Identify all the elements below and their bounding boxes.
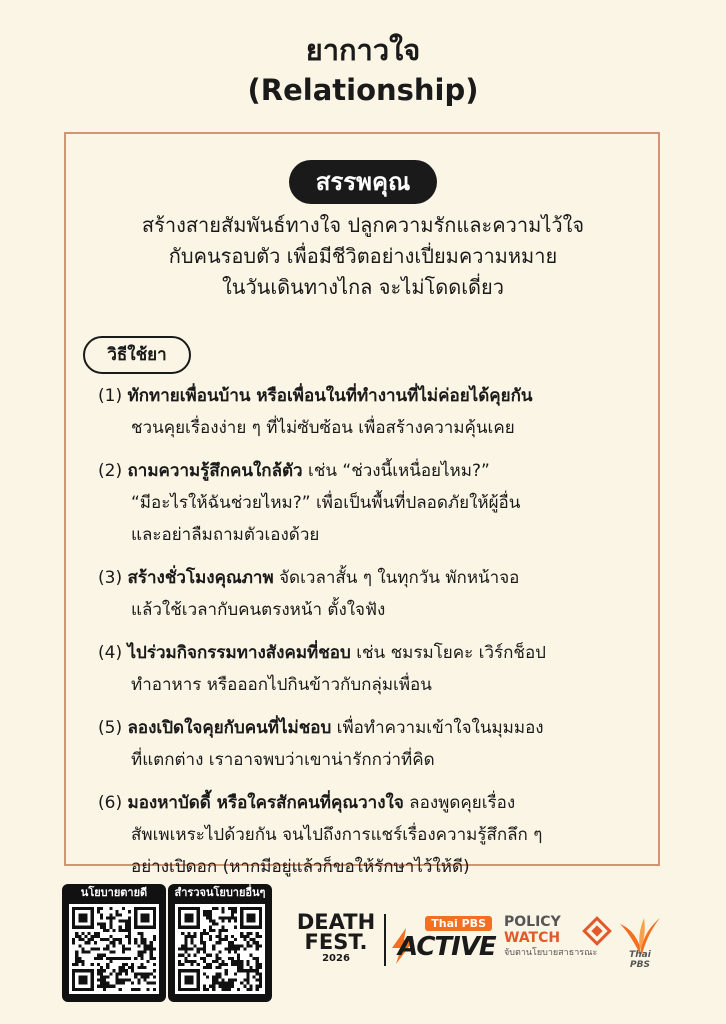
step-number: (4) xyxy=(98,643,123,663)
step-line: ที่แตกต่าง เราอาจพบว่าเขาน่ารักกว่าที่คิด xyxy=(131,750,435,770)
step-line: อย่างเปิดอก (หากมีอยู่แล้วก็ขอให้รักษาไว้ให้ดี) xyxy=(131,857,470,877)
diamond-icon xyxy=(582,916,612,946)
policy-watch-logo xyxy=(504,914,614,970)
step-heading: มองหาบัดดี้ หรือใครสักคนที่คุณวางใจ xyxy=(127,793,404,813)
step-heading: ถามความรู้สึกคนใกล้ตัว xyxy=(127,461,303,481)
step-heading: ไปร่วมกิจกรรมทางสังคมที่ชอบ xyxy=(127,643,351,663)
steps-list xyxy=(98,380,654,894)
step-line: ทำอาหาร หรือออกไปกินข้าวกับกลุ่มเพื่อน xyxy=(131,675,432,695)
intro-line: ในวันเดินทางไกล จะไม่โดดเดี่ยว xyxy=(222,275,504,299)
step-heading: ลองเปิดใจคุยกับคนที่ไม่ชอบ xyxy=(127,718,332,738)
qr-card-good-death-policy[interactable] xyxy=(62,884,166,1002)
step-line: ชวนคุยเรื่องง่าย ๆ ที่ไม่ซับซ้อน เพื่อสร้างความคุ้นเคย xyxy=(131,418,515,438)
step-number: (6) xyxy=(98,793,123,813)
step-item xyxy=(98,637,654,701)
step-item xyxy=(98,787,654,883)
qr-label: นโยบายตายดี xyxy=(80,886,148,899)
step-line: สัพเพเหระไปด้วยกัน จนไปถึงการแชร์เรื่องความรู้สึกลึก ๆ xyxy=(131,825,543,845)
logo-divider xyxy=(384,914,386,966)
step-item xyxy=(98,562,654,626)
logo-year: 2026 xyxy=(322,953,350,964)
logo-text: DEATH xyxy=(296,910,376,934)
title-thai: ยากาวใจ xyxy=(305,33,421,67)
step-text: เช่น “ช่วงนี้เหนื่อยไหม?” xyxy=(302,461,490,481)
qr-card-other-policies[interactable] xyxy=(168,884,272,1002)
thai-pbs-logo xyxy=(618,914,662,970)
step-text: เพื่อทำความเข้าใจในมุมมอง xyxy=(331,718,544,738)
properties-pill: สรรพคุณ xyxy=(289,160,437,204)
logo-text: FEST. xyxy=(304,930,368,954)
step-number: (5) xyxy=(98,718,123,738)
step-heading: ทักทายเพื่อนบ้าน หรือเพื่อนในที่ทำงานที่ไม่ค่อยได้คุยกัน xyxy=(127,386,533,406)
step-line: และอย่าลืมถามตัวเองด้วย xyxy=(131,525,320,545)
usage-label: วิธีใช้ยา xyxy=(83,336,191,374)
intro-line: กับคนรอบตัว เพื่อมีชีวิตอย่างเปี่ยมความหมาย xyxy=(168,244,558,268)
step-number: (1) xyxy=(98,386,123,406)
logo-subtext: จับตานโยบายสาธารณะ xyxy=(504,948,598,958)
intro-text xyxy=(70,210,656,303)
step-item xyxy=(98,455,654,551)
page-title xyxy=(0,30,726,110)
step-number: (3) xyxy=(98,568,123,588)
logo-text: POLICY xyxy=(504,914,561,930)
title-english: (Relationship) xyxy=(247,73,479,107)
death-fest-logo xyxy=(296,912,376,966)
step-text: จัดเวลาสั้น ๆ ในทุกวัน พักหน้าจอ xyxy=(273,568,520,588)
the-active-logo xyxy=(392,916,496,968)
qr-code[interactable] xyxy=(175,904,265,994)
logo-text: WATCH xyxy=(504,930,561,946)
step-number: (2) xyxy=(98,461,123,481)
logo-text: Thai PBS xyxy=(629,950,651,970)
intro-line: สร้างสายสัมพันธ์ทางใจ ปลูกความรักและความไว้ใจ xyxy=(141,213,585,237)
step-line: แล้วใช้เวลากับคนตรงหน้า ตั้งใจฟัง xyxy=(131,600,386,620)
step-item xyxy=(98,380,654,444)
active-wordmark: ACTIVE xyxy=(398,932,496,962)
step-item xyxy=(98,712,654,776)
step-heading: สร้างชั่วโมงคุณภาพ xyxy=(127,568,274,588)
partner-logos xyxy=(296,906,666,976)
step-line: “มีอะไรให้ฉันช่วยไหม?” เพื่อเป็นพื้นที่ปลอดภัยให้ผู้อื่น xyxy=(131,493,521,513)
qr-label: สำรวจนโยบายอื่นๆ xyxy=(174,886,266,899)
qr-code[interactable] xyxy=(69,904,159,994)
step-text: ลองพูดคุยเรื่อง xyxy=(403,793,516,813)
step-text: เช่น ชมรมโยคะ เวิร์กช็อป xyxy=(350,643,546,663)
thai-pbs-badge: Thai PBS xyxy=(425,916,492,931)
